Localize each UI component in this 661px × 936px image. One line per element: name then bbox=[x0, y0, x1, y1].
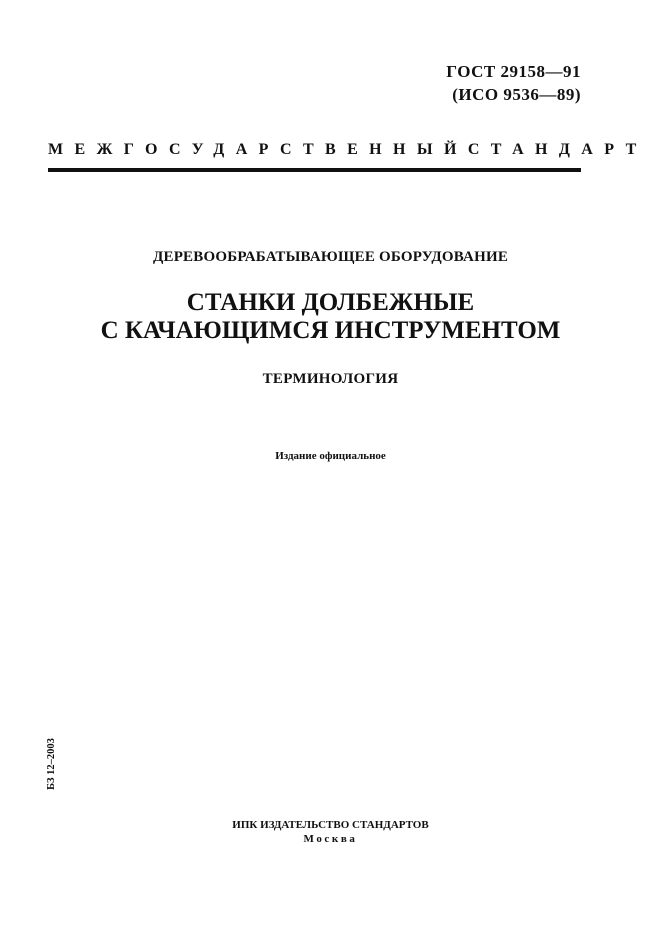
title-line-2: С КАЧАЮЩИМСЯ ИНСТРУМЕНТОМ bbox=[100, 317, 561, 344]
document-subtitle: ТЕРМИНОЛОГИЯ bbox=[262, 371, 399, 387]
publisher-name: ИПК ИЗДАТЕЛЬСТВО СТАНДАРТОВ bbox=[232, 819, 429, 831]
document-codes bbox=[446, 60, 581, 106]
title-line-1: СТАНКИ ДОЛБЕЖНЫЕ bbox=[186, 289, 475, 316]
document-title bbox=[0, 289, 661, 345]
standard-type-word-1: МЕЖГОСУДАРСТВЕННЫЙ bbox=[48, 141, 468, 158]
side-code bbox=[43, 733, 61, 795]
publisher-city: Москва bbox=[303, 833, 358, 845]
side-code-text: БЗ 12–2003 bbox=[46, 738, 57, 790]
edition-note: Издание официальное bbox=[275, 450, 386, 462]
publisher-block bbox=[0, 818, 661, 846]
standard-type-heading bbox=[48, 140, 648, 160]
standard-type-word-2: СТАНДАРТ bbox=[467, 141, 648, 158]
subject-heading: ДЕРЕВООБРАБАТЫВАЮЩЕЕ ОБОРУДОВАНИЕ bbox=[152, 249, 509, 265]
gost-code: ГОСТ 29158—91 bbox=[446, 62, 581, 81]
heading-divider bbox=[48, 168, 581, 172]
iso-code: (ИСО 9536—89) bbox=[452, 85, 581, 104]
